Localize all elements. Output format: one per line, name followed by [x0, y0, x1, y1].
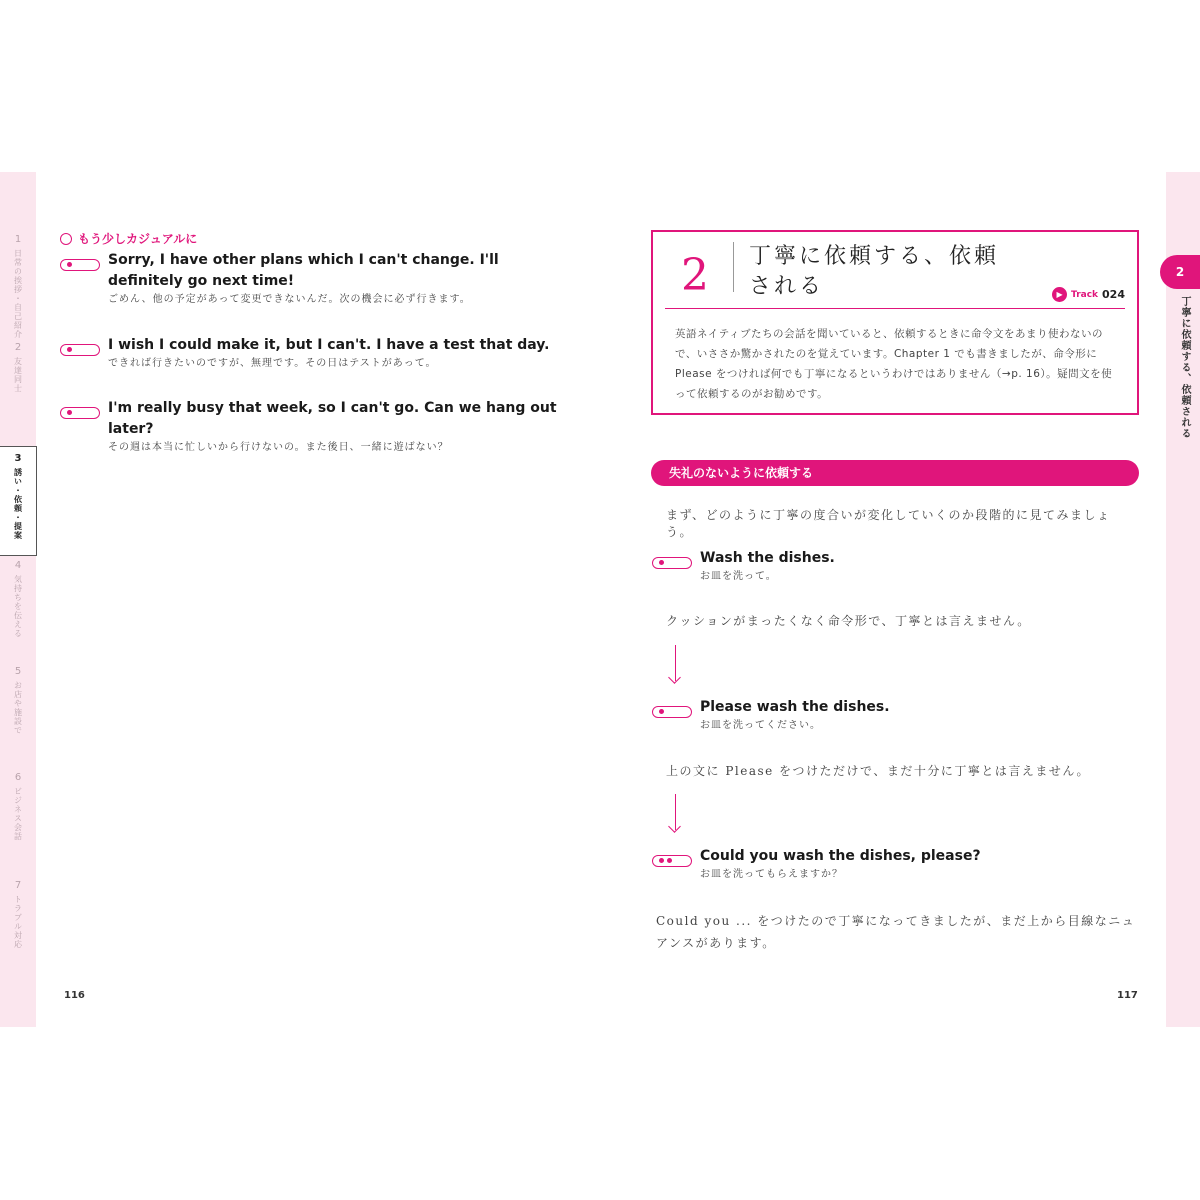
- page-number-left: 116: [64, 990, 85, 1001]
- example-english: I'm really busy that week, so I can't go. Can we hang out later?: [108, 400, 557, 437]
- section-heading-bar: 失礼のないように依頼する: [651, 460, 1139, 486]
- sidebar-tab-1[interactable]: 1 日常の挨拶・自己紹介: [13, 234, 23, 339]
- section-number: 2: [681, 250, 709, 301]
- example-1: [60, 250, 560, 308]
- sidebar-tab-7[interactable]: 7 トラブル対応: [13, 880, 23, 949]
- divider: [665, 308, 1125, 309]
- sidebar-tab-3-active[interactable]: 3 誘い・依頼・提案: [0, 446, 37, 556]
- step-1: Wash the dishes. お皿を洗って。: [652, 548, 835, 585]
- sidebar-tab-2[interactable]: 2 友達同士: [13, 342, 23, 393]
- audio-level-icon[interactable]: [652, 557, 692, 569]
- casual-subheading: もう少しカジュアルに: [60, 230, 197, 247]
- audio-level-icon[interactable]: [60, 407, 100, 419]
- audio-level-icon[interactable]: [60, 344, 100, 356]
- example-japanese: できれば行きたいのですが、無理です。その日はテストがあって。: [108, 358, 437, 369]
- section-title-box: [651, 230, 1139, 415]
- example-japanese: その週は本当に忙しいから行けないの。また後日、一緒に遊ばない？: [108, 442, 449, 453]
- audio-level-icon[interactable]: [652, 855, 692, 867]
- right-vertical-label: 丁寧に依頼する、依頼される: [1179, 296, 1190, 439]
- step-2-note: 上の文に Please をつけただけで、まだ十分に丁寧とは言えません。: [666, 764, 1091, 778]
- example-english: Sorry, I have other plans which I can't change. I'll definitely go next time!: [108, 252, 499, 289]
- play-icon[interactable]: ▶: [1052, 287, 1067, 302]
- example-2: [60, 335, 560, 372]
- section-title: 丁寧に依頼する、依頼される: [749, 244, 1000, 299]
- step-2: Please wash the dishes. お皿を洗ってください。: [652, 697, 890, 734]
- down-arrow-icon: [675, 794, 676, 830]
- example-3: [60, 398, 560, 456]
- sidebar-tab-6[interactable]: 6 ビジネス会話: [13, 772, 23, 841]
- section-description: 英語ネイティブたちの会話を聞いていると、依頼するときに命令文をあまり使わないので、いささか驚かされたのを覚えています。Chapter 1 でも書きましたが、命令形に Please をつければ何でも丁寧になるというわけではありません（→p. 16）。疑問文を使って依頼するのがお勧めです。: [675, 328, 1113, 400]
- sidebar-tab-4[interactable]: 4 気持ちを伝える: [13, 560, 23, 638]
- step-3: Could you wash the dishes, please? お皿を洗ってもらえますか？: [652, 846, 981, 883]
- page-number-right: 117: [1117, 990, 1138, 1001]
- intro-text: まず、どのように丁寧の度合いが変化していくのか段階的に見てみましょう。: [666, 508, 1111, 539]
- divider: [733, 242, 734, 292]
- chapter-tab-2[interactable]: 2: [1160, 255, 1200, 289]
- step-1-note: クッションがまったくなく命令形で、丁寧とは言えません。: [666, 614, 1031, 628]
- down-arrow-icon: [675, 645, 676, 681]
- circle-icon: [60, 233, 72, 245]
- audio-track[interactable]: ▶ Track 024: [1052, 287, 1125, 302]
- sidebar-tab-5[interactable]: 5 お店や施設で: [13, 666, 23, 735]
- example-japanese: ごめん、他の予定があって変更できないんだ。次の機会に必ず行きます。: [108, 294, 471, 305]
- audio-level-icon[interactable]: [652, 706, 692, 718]
- audio-level-icon[interactable]: [60, 259, 100, 271]
- step-3-note: Could you ... をつけたので丁寧になってきましたが、まだ上から目線なニュアンスがあります。: [656, 914, 1136, 950]
- example-english: I wish I could make it, but I can't. I have a test that day.: [108, 337, 550, 353]
